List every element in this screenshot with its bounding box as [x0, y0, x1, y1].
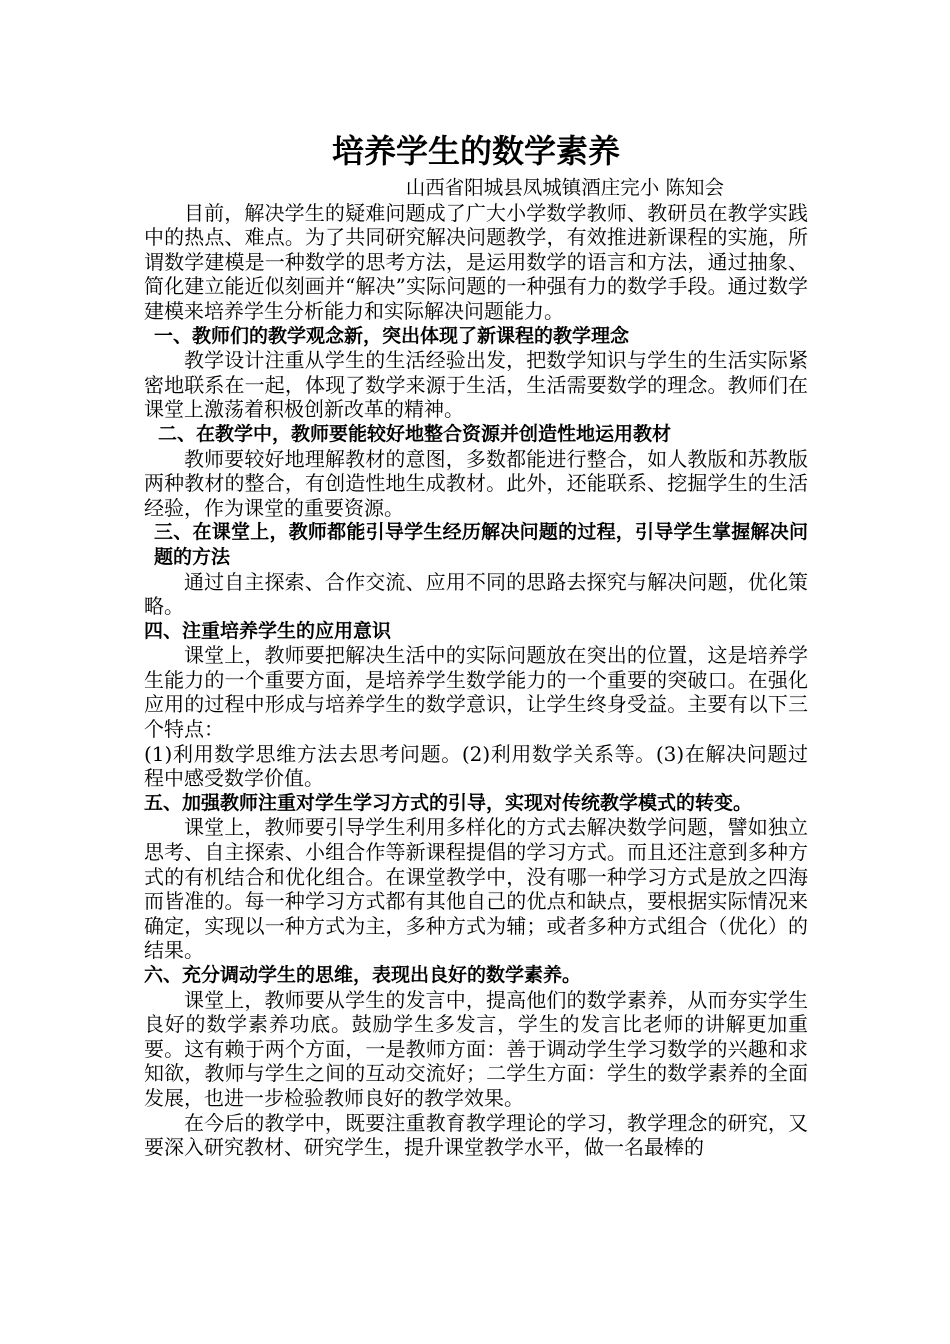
section-2-heading: 二、在教学中，教师要能较好地整合资源并创造性地运用教材	[158, 422, 672, 445]
section-6-paragraph: 课堂上，教师要从学生的发言中，提高他们的数学素养，从而夯实学生良好的数学素养功底。鼓励学生多发言，学生的发言比老师的讲解更加重要。这有赖于两个方面，一是教师方面：善于调动学生学习数学的兴趣和求知欲，教师与学生之间的互动交流好；二学生方面：学生的数学素养的全面发展，也进一步检验教师良好的教学效果。	[144, 987, 808, 1110]
document-page	[144, 128, 808, 1160]
closing-paragraph: 在今后的教学中，既要注重教育教学理论的学习，教学理念的研究，又要深入研究教材、研究学生，提升课堂教学水平，做一名最棒的	[144, 1110, 808, 1160]
section-2-paragraph: 教师要较好地理解教材的意图，多数都能进行整合，如人教版和苏教版两种教材的整合，有创造性地生成教材。此外，还能联系、挖掘学生的生活经验，作为课堂的重要资源。	[144, 446, 808, 520]
section-4-paragraph: 课堂上，教师要把解决生活中的实际问题放在突出的位置，这是培养学生能力的一个重要方面，是培养学生数学能力的一个重要的突破口。在强化应用的过程中形成与培养学生的数学意识，让学生终身受益。主要有以下三个特点：	[144, 643, 808, 742]
author-line: 山西省阳城县凤城镇酒庄完小 陈知会	[405, 176, 724, 199]
intro-paragraph: 目前，解决学生的疑难问题成了广大小学数学教师、教研员在教学实践中的热点、难点。为了共同研究解决问题教学，有效推进新课程的实施，所谓数学建模是一种数学的思考方法，是运用数学的语言和方法，通过抽象、简化建立能近似刻画并“解决”实际问题的一种强有力的数学手段。通过数学建模来培养学生分析能力和实际解决问题能力。	[144, 200, 808, 323]
section-1-paragraph: 教学设计注重从学生的生活经验出发，把数学知识与学生的生活实际紧密地联系在一起，体现了数学来源于生活，生活需要数学的理念。教师们在课堂上激荡着积极创新改革的精神。	[144, 348, 808, 422]
section-3-heading: 三、在课堂上，教师都能引导学生经历解决问题的过程，引导学生掌握解决问题的方法	[154, 521, 808, 568]
section-5-heading: 五、加强教师注重对学生学习方式的引导，实现对传统教学模式的转变。	[144, 791, 753, 814]
section-6-heading: 六、充分调动学生的思维，表现出良好的数学素养。	[144, 964, 582, 986]
document-title: 培养学生的数学素养	[331, 132, 620, 170]
section-5-paragraph: 课堂上，教师要引导学生利用多样化的方式去解决数学问题，譬如独立思考、自主探索、小组合作等新课程提倡的学习方式。而且还注意到多种方式的有机结合和优化组合。在课堂教学中，没有哪一种学习方式是放之四海而皆准的。每一种学习方式都有其他自己的优点和缺点，要根据实际情况来确定，实现以一种方式为主，多种方式为辅；或者多种方式组合（优化）的结果。	[144, 815, 808, 963]
section-3-paragraph: 通过自主探索、合作交流、应用不同的思路去探究与解决问题，优化策略。	[144, 569, 808, 619]
section-4-heading: 四、注重培养学生的应用意识	[144, 619, 392, 642]
section-1-heading: 一、教师们的教学观念新，突出体现了新课程的教学理念	[154, 324, 630, 347]
section-4-features: (1)利用数学思维方法去思考问题。(2)利用数学关系等。(3)在解决问题过程中感受数学价值。	[144, 741, 808, 791]
